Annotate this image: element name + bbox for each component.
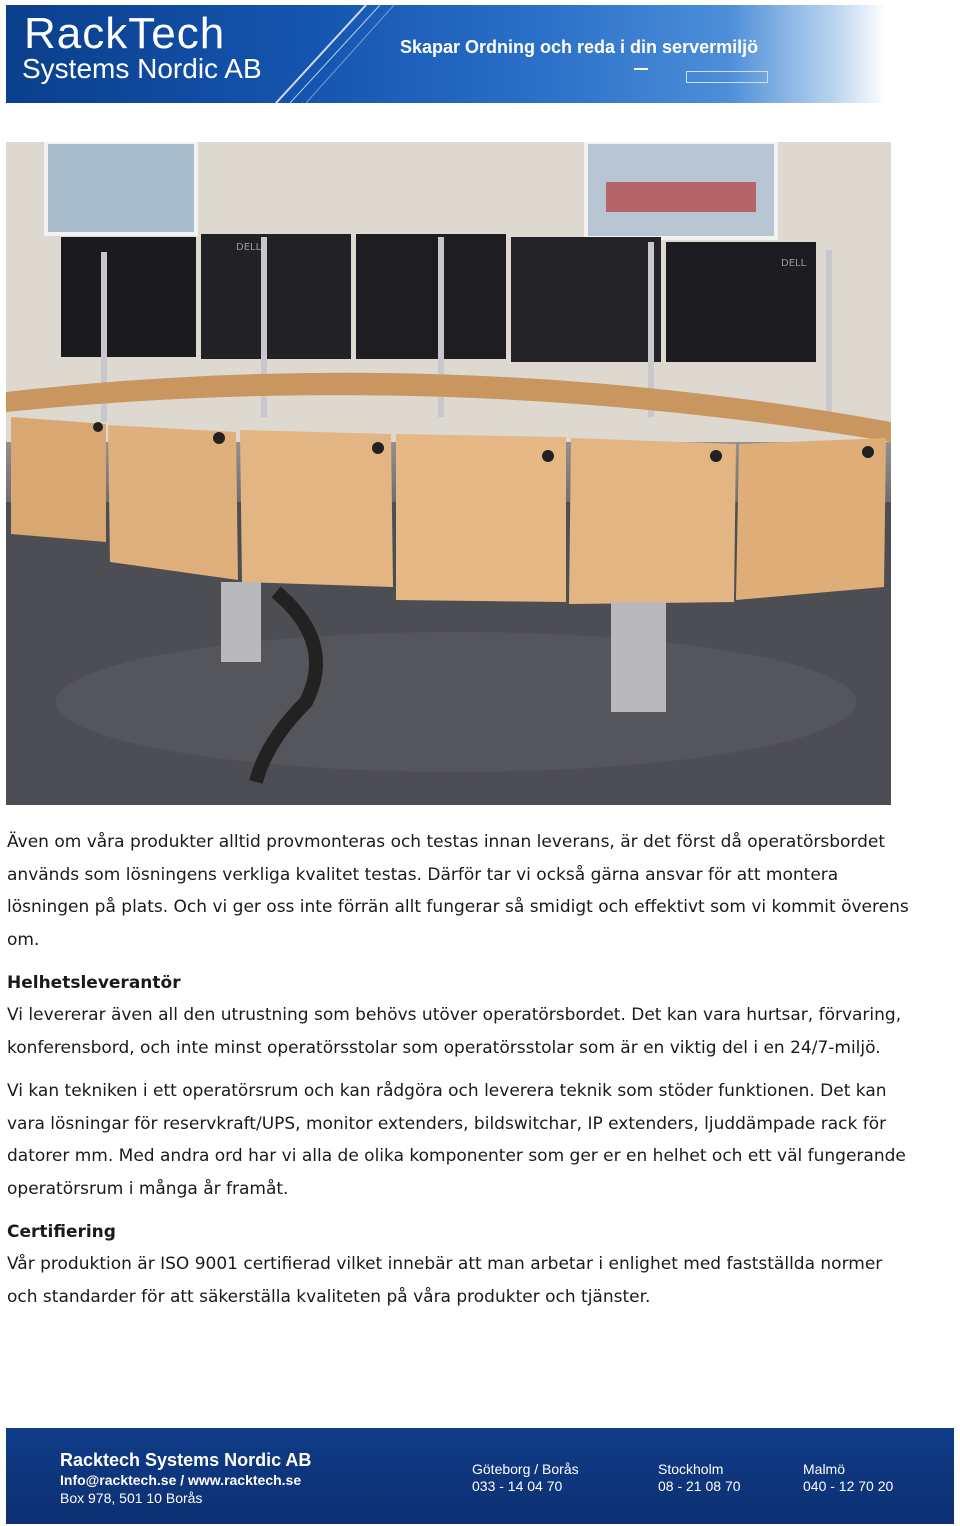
logo-systems-nordic: Systems Nordic AB [22,53,262,84]
intro-line: används som lösningens verkliga kvalitet testas. Därför tar vi också gärna ansvar för att montera [7,864,839,885]
footer-address: Box 978, 501 10 Borås [60,1490,203,1506]
operator-desk-photo [6,142,891,805]
footer-company-name: Racktech Systems Nordic AB [60,1450,312,1470]
paragraph-line: och standarder för att säkerställa kvaliteten på våra produkter och tjänster. [7,1286,651,1307]
header-tagline: Skapar Ordning och reda i din servermiljö [400,37,759,57]
paragraph-line: operatörsrum i många år framåt. [7,1178,289,1199]
logo-racktech: RackTech [24,9,226,58]
heading-certifiering: Certifiering [7,1222,116,1242]
paragraph-line: vara lösningar för reservkraft/UPS, monitor extenders, bildswitchar, IP extenders, ljuddämpade rack för [7,1113,887,1134]
footer-office-city: Malmö [803,1461,846,1477]
paragraph-line: konferensbord, och inte minst operatörsstolar som operatörsstolar som är en viktig del i en 24/7-miljö. [7,1037,881,1058]
footer-office-city: Göteborg / Borås [472,1461,579,1477]
paragraph-line: Vi levererar även all den utrustning som behövs utöver operatörsbordet. Det kan vara hurtsar, förvaring, [7,1005,902,1025]
footer-office-city: Stockholm [658,1461,724,1477]
footer-office-phone: 033 - 14 04 70 [472,1478,563,1494]
paragraph-line: Vi kan tekniken i ett operatörsrum och kan rådgöra och leverera teknik som stöder funktionen. Det kan [7,1081,887,1101]
footer-office-phone: 040 - 12 70 20 [803,1478,894,1494]
paragraph-line: Vår produktion är ISO 9001 certifierad vilket innebär att man arbetar i enlighet med fastställda normer [7,1254,883,1274]
paragraph-line: datorer mm. Med andra ord har vi alla de olika komponenter som ger er en helhet och ett väl fungerande [7,1146,906,1166]
helhet-paragraph-2 [7,1075,955,1205]
intro-line: Även om våra produkter alltid provmonteras och testas innan leverans, är det först då operatörsbordet [7,832,886,852]
heading-helhetsleverantor: Helhetsleverantör [7,973,181,993]
intro-line: om. [7,929,40,950]
footer-banner [6,1428,954,1524]
operator-desk-illustration [6,142,891,805]
certifiering-paragraph [7,1248,955,1313]
header-banner [6,5,886,103]
intro-paragraph [7,826,955,956]
intro-line: lösningen på plats. Och vi ger oss inte förrän allt fungerar så smidigt och effektivt som vi kommit överens [7,897,909,917]
monitor-logo-2: DELL [781,258,807,269]
footer-office-phone: 08 - 21 08 70 [658,1478,741,1494]
tagline-box-decoration [686,71,768,83]
monitor-logo-1: DELL [236,242,262,253]
tagline-dash [634,68,648,70]
footer-contact: Info@racktech.se / www.racktech.se [60,1472,302,1488]
helhet-paragraph-1 [7,999,955,1064]
